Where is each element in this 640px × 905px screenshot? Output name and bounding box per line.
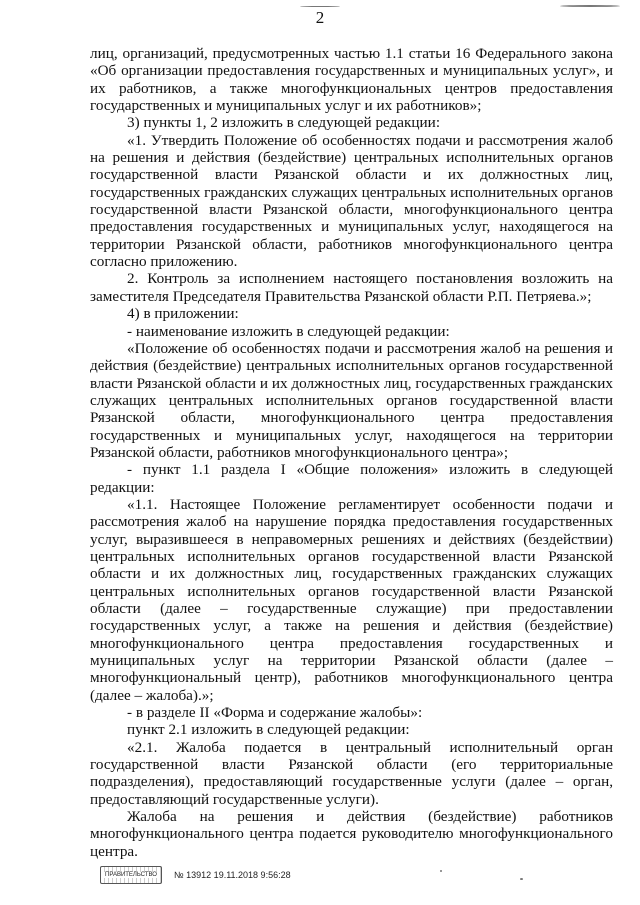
document-registration-info: № 13912 19.11.2018 9:56:28: [174, 870, 291, 880]
paragraph: «Положение об особенностях подачи и рассмотрения жалоб на решения и действия (бездействие) центральных исполнительных органов государственной власти Рязанской области и их должностных лиц, государственных гражданских служащих центральных исполнительных органов государственной власти Рязанской области, многофункционального центра предоставления государственных и муниципальных услуг, находящегося на территории Рязанской области, работников многофункционального центра»;: [90, 339, 613, 461]
scan-speckle: [520, 878, 523, 880]
paragraph: - в разделе II «Форма и содержание жалобы»:: [127, 704, 423, 722]
paragraph: 2. Контроль за исполнением настоящего постановления возложить на заместителя Председателя Правительства Рязанской области Р.П. Петряева.»;: [90, 270, 613, 305]
stamp-label: ПРАВИТЕЛЬСТВО: [105, 872, 157, 878]
scan-speckle: [560, 5, 620, 7]
paragraph: пункт 2.1 изложить в следующей редакции:: [127, 721, 410, 739]
paragraph: «1. Утвердить Положение об особенностях подачи и рассмотрения жалоб на решения и действия (бездействие) центральных исполнительных органов государственной власти Рязанской области и их должностных лиц, государственных гражданских служащих центральных исполнительных органов государственной власти Рязанской области, многофункционального центра предоставления государственных и муниципальных услуг, находящегося на территории Рязанской области, работников многофункционального центра согласно приложению.: [90, 131, 613, 271]
paragraph: лиц, организаций, предусмотренных частью 1.1 статьи 16 Федерального закона «Об организации предоставления государственных и муниципальных услуг», и их работников, а также многофункциональных центров предоставления государственных и муниципальных услуг и их работников»;: [90, 45, 613, 115]
paragraph: 4) в приложении:: [127, 305, 239, 323]
paragraph: «2.1. Жалоба подается в центральный исполнительный орган государственной власти Рязанской области (его территориальные подразделения), предоставляющий государственные услуги (далее – орган, предоставляющий государственные услуги).: [90, 738, 613, 808]
document-footer: [100, 866, 291, 884]
paragraph: - пункт 1.1 раздела I «Общие положения» изложить в следующей редакции:: [90, 461, 613, 496]
registry-stamp: [100, 866, 162, 884]
paragraph: - наименование изложить в следующей редакции:: [127, 322, 450, 340]
document-body: [90, 45, 613, 860]
scan-speckle: [300, 6, 340, 7]
scan-speckle: [440, 870, 442, 872]
page-number: 2: [315, 8, 325, 27]
paragraph: Жалоба на решения и действия (бездействие) работников многофункционального центра подается руководителю многофункционального центра.: [90, 808, 613, 860]
paragraph: «1.1. Настоящее Положение регламентирует особенности подачи и рассмотрения жалоб на нарушение порядка предоставления государственных услуг, выразившееся в неправомерных решениях и действиях (бездействии) центральных исполнительных органов государственной власти Рязанской области и их должностных лиц, государственных гражданских служащих центральных исполнительных органов государственной власти Рязанской области (далее – государственные служащие) при предоставлении государственных услуг, а также на решения и действия (бездействие) многофункционального центра предоставления государственных и муниципальных услуг на территории Рязанской области (далее – многофункциональный центр), работников многофункционального центра (далее – жалоба).»;: [90, 495, 613, 704]
paragraph: 3) пункты 1, 2 изложить в следующей редакции:: [127, 114, 441, 132]
